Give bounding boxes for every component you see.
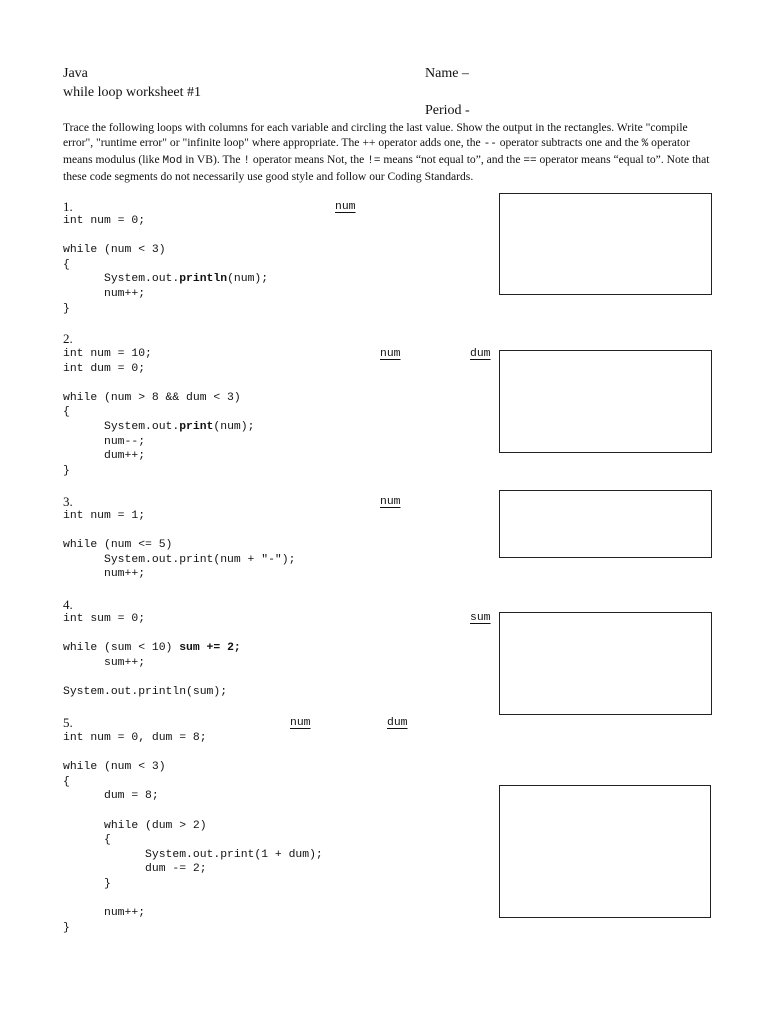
name-label: Name – <box>425 66 469 81</box>
output-box[interactable] <box>499 490 712 558</box>
output-box[interactable] <box>499 193 712 295</box>
column-header-num: num <box>380 496 401 508</box>
code-block: int num = 1; while (num <= 5) System.out.print(num + "-"); num++; <box>63 510 296 581</box>
output-box[interactable] <box>499 350 712 453</box>
problem-number: 2. <box>63 331 73 346</box>
course-label: Java <box>63 66 88 81</box>
column-header-sum: sum <box>470 612 491 624</box>
output-box[interactable] <box>499 785 711 918</box>
output-box[interactable] <box>499 612 712 715</box>
period-label: Period - <box>425 103 470 118</box>
code-block: int num = 0, dum = 8; while (num < 3) { dum = 8; while (dum > 2) { System.out.print(1 + dum); dum -= 2; } num++; } <box>63 732 323 934</box>
column-header-num: num <box>380 348 401 360</box>
problem-number: 1. <box>63 199 73 214</box>
column-header-dum: dum <box>387 717 408 729</box>
code-block: int num = 10; int dum = 0; while (num > 8 && dum < 3) { System.out.print(num); num--; dum++; } <box>63 348 255 477</box>
code-block: int sum = 0; while (sum < 10) sum += 2; sum++; System.out.println(sum); <box>63 613 241 698</box>
column-header-num: num <box>335 201 356 213</box>
worksheet-title: while loop worksheet #1 <box>63 85 202 100</box>
problem-number: 3. <box>63 494 73 509</box>
code-block: int num = 0; while (num < 3) { System.out.println(num); num++; } <box>63 215 269 315</box>
instructions-paragraph: Trace the following loops with columns for each variable and circling the last value. Show the output in the rectangles. Write "compile error", "runtime error" or "infinite loop" where appropriate. The ++ operator adds one, the -- operator subtracts one and the % operator means modulus (like Mod in VB). The ! operator means Not, the != means “not equal to”, and the == operator means “equal to”. Note that these code segments do not necessarily use good style and follow our Coding Standards. <box>63 121 710 183</box>
column-header-num: num <box>290 717 311 729</box>
problem-number: 5. <box>63 715 73 730</box>
problem-number: 4. <box>63 597 73 612</box>
column-header-dum: dum <box>470 348 491 360</box>
